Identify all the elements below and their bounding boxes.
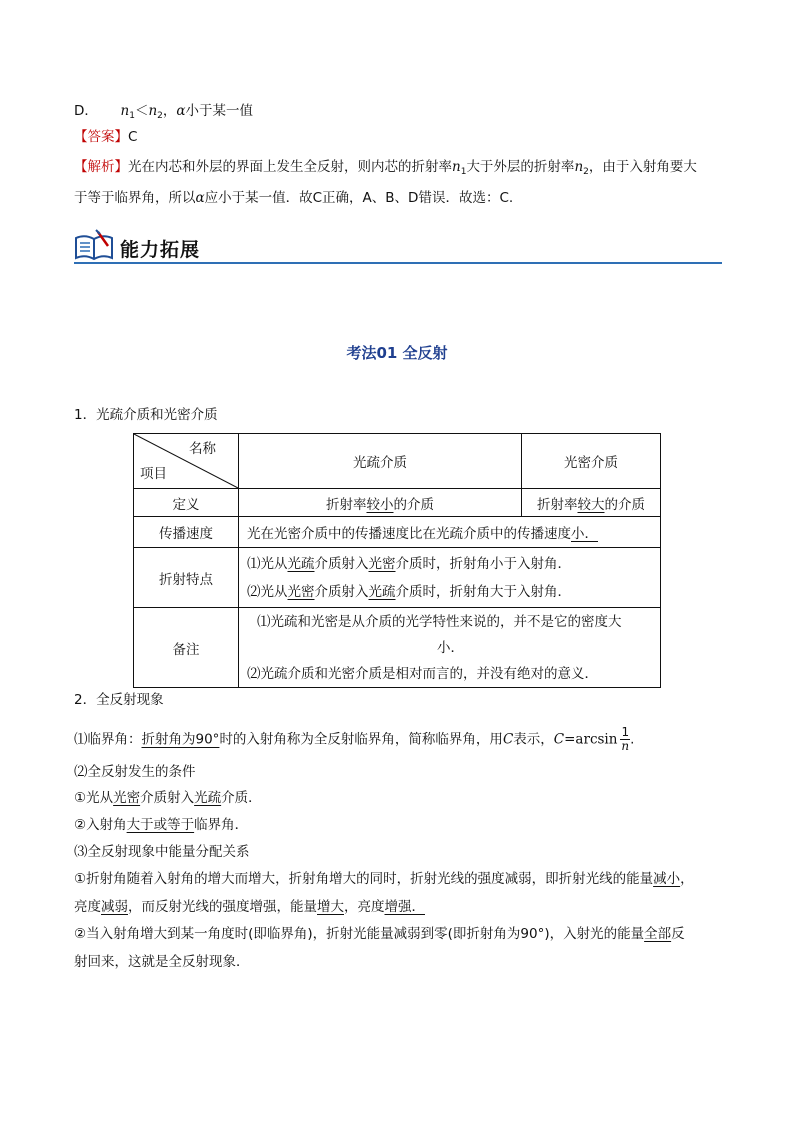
- subscript: 1: [129, 111, 135, 121]
- fraction-denominator: n: [621, 739, 630, 753]
- symbol-n: n: [452, 159, 461, 175]
- symbol-n2: n: [148, 103, 158, 119]
- cell-underlined: 较大: [577, 496, 605, 513]
- less-than: ＜: [134, 103, 149, 119]
- para-text: 亮度: [74, 899, 101, 915]
- cell-underlined: 光密: [368, 555, 396, 572]
- para-text: 介质射入: [140, 790, 195, 806]
- refraction-line-1: [247, 554, 654, 574]
- para-underlined: 全部: [644, 926, 672, 942]
- subscript: 1: [460, 167, 467, 177]
- answer-line: [74, 127, 137, 147]
- para-text: ，: [680, 871, 694, 887]
- table-row: [134, 489, 661, 517]
- analysis-line-2: [74, 188, 513, 208]
- table-header-row: [134, 434, 661, 489]
- condition-1: [74, 788, 262, 808]
- cell-text: ⑴光从: [247, 555, 288, 572]
- cell-text: 折射率: [326, 496, 367, 513]
- para-text: ①折射角随着入射角的增大而增大，折射角增大的同时，折射光线的强度减弱，即折射光线的能量: [74, 871, 654, 887]
- para-text: 反: [671, 926, 685, 942]
- cell-text: 介质射入: [314, 583, 369, 600]
- para-underlined: 减小: [653, 871, 681, 887]
- analysis-line-1: [74, 157, 697, 182]
- para-underlined: 增强．: [384, 899, 425, 915]
- para-underlined: 光密: [113, 790, 141, 806]
- diagonal-header-cell: [134, 434, 239, 489]
- para-text: ②当入射角增大到某一角度时(即临界角)，折射光能量减弱到零(即折射角为90°)，入射光的能量: [74, 926, 645, 942]
- cell-refraction: [239, 548, 661, 608]
- row-label-speed: 传播速度: [134, 517, 239, 548]
- section-1-heading: 1．光疏介质和光密介质: [74, 407, 218, 423]
- cell-underlined: 光疏: [368, 583, 396, 600]
- analysis-text: 应小于某一值．故C正确，A、B、D错误．故选：C.: [204, 190, 514, 206]
- column-header-sparse: 光疏介质: [239, 434, 522, 489]
- analysis-text: 大于外层的折射率: [466, 159, 575, 175]
- para-text: ，而反射光线的强度增强，能量: [128, 899, 317, 915]
- energy-para-2-line-1: [74, 924, 685, 944]
- subscript: 2: [583, 167, 589, 177]
- cell-text: 光在光密介质中的传播速度比在光疏介质中的传播速度: [247, 526, 571, 542]
- symbol-n1: n: [120, 103, 130, 119]
- cell-underlined: 小．: [571, 526, 598, 542]
- note-line-1: ⑴光疏和光密是从介质的光学特性来说的，并不是它的密度大: [257, 613, 622, 630]
- para-underlined: 大于或等于: [126, 817, 195, 833]
- header-name: 名称: [189, 441, 216, 457]
- cell-underlined: 光密: [287, 583, 315, 600]
- cell-text: 介质时，折射角小于入射角．: [395, 555, 571, 572]
- energy-heading: ⑶全反射现象中能量分配关系: [74, 844, 250, 860]
- table-row: [134, 608, 661, 688]
- para-text: ⑴临界角：: [74, 731, 142, 748]
- para-underlined: 光疏: [194, 790, 222, 806]
- option-text: 小于某一值: [185, 103, 253, 119]
- book-icon: [74, 228, 114, 266]
- critical-angle-line: [74, 726, 634, 753]
- para-text: ②入射角: [74, 817, 127, 833]
- para-text: ，亮度: [344, 899, 385, 915]
- para-text: 临界角．: [194, 817, 249, 833]
- header-item: 项目: [140, 466, 167, 482]
- row-label-definition: 定义: [134, 489, 239, 517]
- para-underlined: 增大: [317, 899, 344, 915]
- symbol-alpha: α: [195, 190, 205, 206]
- energy-para-1-line-1: [74, 869, 694, 889]
- section-title: 考法01 全反射: [346, 344, 448, 362]
- answer-value: C: [128, 129, 138, 145]
- para-underlined: 减弱: [101, 899, 128, 915]
- subscript: 2: [157, 111, 163, 121]
- answer-label: 【答案】: [74, 129, 128, 145]
- para-text: ①光从: [74, 790, 114, 806]
- symbol-C: C: [502, 731, 514, 748]
- option-letter: D．: [74, 103, 98, 119]
- energy-para-1-line-2: [74, 897, 425, 917]
- analysis-text: 光在内芯和外层的界面上发生全反射，则内芯的折射率: [128, 159, 452, 175]
- cell-text: 折射率: [537, 496, 578, 513]
- refraction-line-2: [247, 582, 654, 602]
- banner-divider: [74, 262, 722, 264]
- cell-text: 介质时，折射角大于入射角．: [395, 583, 571, 600]
- table-row: [134, 517, 661, 548]
- cell-text: 的介质: [393, 496, 434, 513]
- analysis-text: 于等于临界角，所以: [74, 190, 196, 206]
- fraction-numerator: 1: [621, 725, 630, 739]
- cell-text: 介质射入: [314, 555, 369, 572]
- cell-text: 的介质: [604, 496, 645, 513]
- cell-text: ⑵光从: [247, 583, 288, 600]
- formula: =arcsin: [564, 731, 618, 748]
- comparison-table: [133, 433, 661, 688]
- para-text: 介质．: [221, 790, 262, 806]
- cell-dense-definition: [522, 489, 661, 517]
- para-underlined: 折射角为90°: [141, 731, 220, 748]
- para-text: 表示，: [513, 731, 554, 748]
- section-2-heading: 2．全反射现象: [74, 692, 164, 708]
- conditions-heading: ⑵全反射发生的条件: [74, 764, 196, 780]
- row-label-note: 备注: [134, 608, 239, 688]
- cell-underlined: 较小: [366, 496, 394, 513]
- cell-speed: [239, 517, 661, 548]
- analysis-text: ，由于入射角要大: [588, 159, 697, 175]
- symbol-n: n: [574, 159, 584, 175]
- option-d: [74, 101, 253, 126]
- banner-title: 能力拓展: [120, 239, 201, 261]
- condition-2: [74, 815, 248, 835]
- cell-underlined: 光疏: [287, 555, 315, 572]
- row-label-refraction: 折射特点: [134, 548, 239, 608]
- period: .: [630, 731, 635, 748]
- cell-sparse-definition: [239, 489, 522, 517]
- analysis-label: 【解析】: [74, 159, 128, 175]
- table-row: [134, 548, 661, 608]
- comma: ，: [162, 103, 177, 119]
- note-line-2: ⑵光疏介质和光密介质是相对而言的，并没有绝对的意义．: [247, 665, 598, 682]
- para-text: 时的入射角称为全反射临界角，简称临界角，用: [219, 731, 503, 748]
- symbol-C: C: [553, 731, 565, 748]
- symbol-alpha: α: [176, 103, 186, 119]
- cell-note: [239, 608, 661, 688]
- energy-para-2-line-2: 射回来，这就是全反射现象．: [74, 954, 250, 970]
- fraction-1-over-n: [620, 726, 630, 753]
- note-line-1b: 小．: [437, 639, 464, 656]
- column-header-dense: 光密介质: [522, 434, 661, 489]
